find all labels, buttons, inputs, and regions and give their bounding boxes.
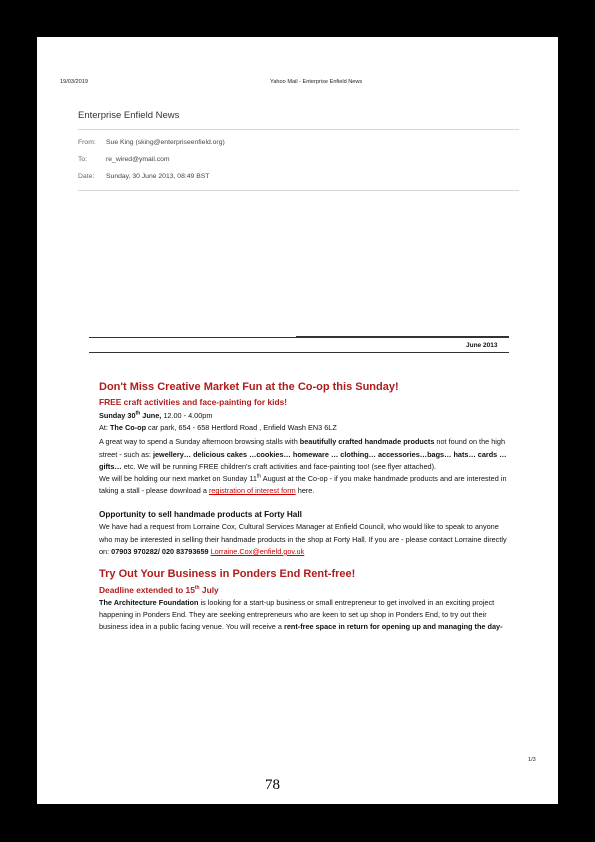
newsletter-body bbox=[99, 380, 509, 634]
print-page-count: 1/3 bbox=[528, 757, 536, 763]
registration-form-link[interactable]: registration of interest form bbox=[208, 486, 296, 496]
market-paragraph: A great way to spend a Sunday afternoon browsing stalls with beautifully crafted handmade products not found on the high street - such as: jewellery… delicious cakes …cookies… homeware … clothing… accessories…bags… hats… cards … gifts… etc. We will be running FREE children's craft activities and face-painting too! (see flyer attached). bbox=[99, 437, 507, 471]
lorraine-email-link[interactable]: Lorraine.Cox@enfield.gov.uk bbox=[210, 546, 305, 556]
from-label: From: bbox=[78, 139, 96, 146]
next-market-paragraph: We will be holding our next market on Sunday 11th August at the Co-op - if you make handmade products and are interested in taking a stall - please download a registration of interest form here. bbox=[99, 473, 507, 496]
print-title: Yahoo Mail - Enterprise Enfield News bbox=[270, 79, 363, 85]
ponders-end-deadline: Deadline extended to 15th July bbox=[99, 585, 219, 596]
email-from-row bbox=[78, 139, 225, 146]
date-label: Date: bbox=[78, 173, 95, 180]
from-value[interactable]: Sue King (sking@enterpriseenfield.org) bbox=[106, 139, 225, 146]
market-when: Sunday 30th June, 12.00 - 4.00pm bbox=[99, 410, 213, 420]
forty-hall-heading: Opportunity to sell handmade products at Forty Hall bbox=[99, 510, 302, 520]
issue-date: June 2013 bbox=[466, 342, 498, 349]
divider bbox=[78, 129, 519, 130]
to-value[interactable]: re_wired@ymail.com bbox=[106, 156, 170, 163]
email-subject: Enterprise Enfield News bbox=[78, 110, 180, 121]
masthead-rule-bottom bbox=[89, 352, 509, 353]
printed-page bbox=[37, 37, 558, 804]
ponders-end-paragraph: The Architecture Foundation is looking for a start-up business or small entrepreneur to get involved in an exciting project happening in Ponders End. They are seeking entrepreneurs who are keen to set up shop in Ponders End, to try out their business idea in a public facing venue. You will receive a rent-free space in return for opening up and managing the day- bbox=[99, 598, 503, 632]
market-heading: Don't Miss Creative Market Fun at the Co-op this Sunday! bbox=[99, 381, 399, 393]
market-location: At: The Co-op car park, 654 - 658 Hertford Road , Enfield Wash EN3 6LZ bbox=[99, 423, 337, 433]
email-date-row bbox=[78, 173, 209, 180]
date-value: Sunday, 30 June 2013, 08:49 BST bbox=[106, 173, 210, 180]
forty-hall-paragraph: We have had a request from Lorraine Cox, Cultural Services Manager at Enfield Council, who would like to speak to anyone who may be interested in selling their handmade products in the shop at Forty Hall. If you are - please contact Lorraine directly on: 07903 970282/ 020 83793659 Lorraine.Cox@enfield.gov.uk bbox=[99, 522, 507, 556]
page-number: 78 bbox=[265, 777, 280, 793]
masthead-rule-thin bbox=[89, 337, 296, 338]
print-date: 19/03/2019 bbox=[60, 79, 88, 85]
email-to-row bbox=[78, 156, 170, 163]
ponders-end-heading: Try Out Your Business in Ponders End Rent-free! bbox=[99, 568, 356, 581]
masthead-rule-thick bbox=[296, 336, 509, 338]
to-label: To: bbox=[78, 156, 88, 163]
divider bbox=[78, 190, 519, 191]
market-subheading: FREE craft activities and face-painting for kids! bbox=[99, 397, 288, 407]
